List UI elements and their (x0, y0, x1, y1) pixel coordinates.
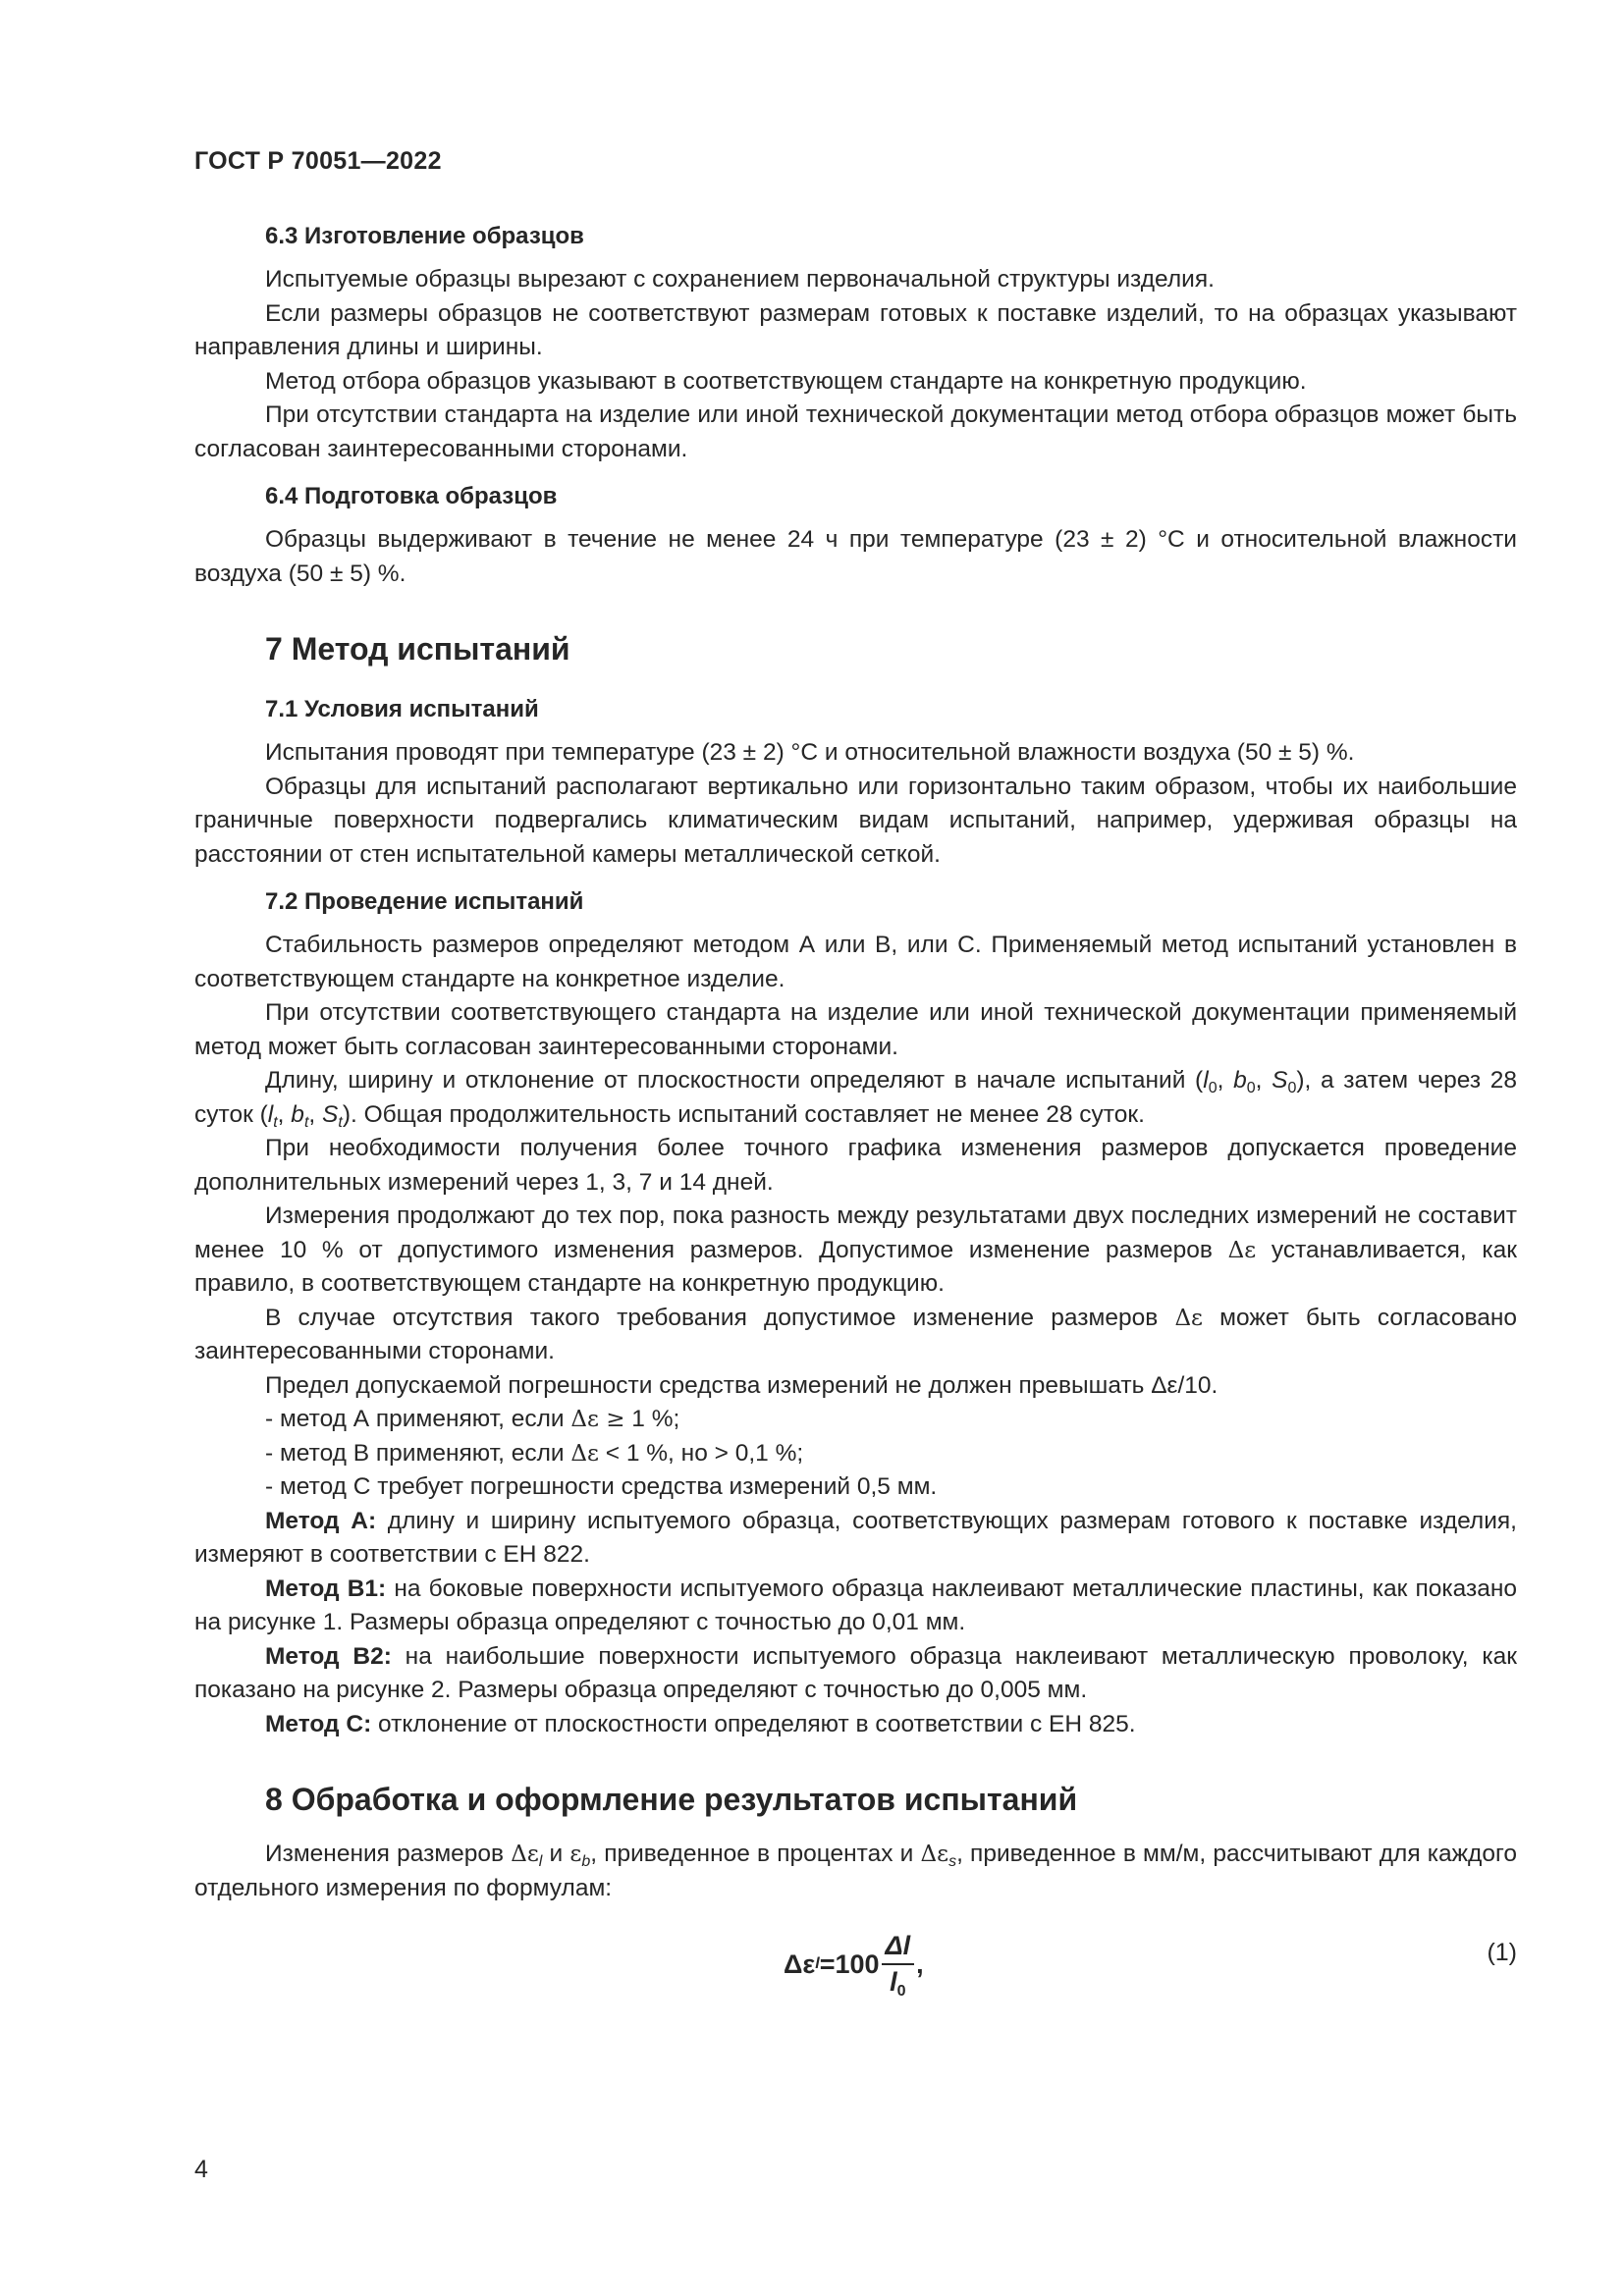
section-6-4-title: 6.4 Подготовка образцов (265, 483, 558, 509)
list-item: - метод А применяют, если Δε ≥ 1 %; (265, 1406, 680, 1432)
paragraph: Измерения продолжают до тех пор, пока разность между результатами двух последних измерений не составит менее 10 % от допустимого изменения размеров. Допустимое изменение размеров Δε устанавливается, как правило, в соответствующем стандарте на конкретную продукцию. (194, 1202, 1517, 1297)
method-c-paragraph: Метод С: отклонение от плоскостности определяют в соответствии с ЕН 825. (265, 1710, 1136, 1737)
paragraph: Метод отбора образцов указывают в соответствующем стандарте на конкретную продукцию. (265, 367, 1307, 395)
paragraph-initial-values: Длину, ширину и отклонение от плоскостности определяют в начале испытаний ($l_0$, $b_0$, $S_0$), а затем через 28 суток ($l_t$, $b_t$, $S_t$). Общая продолжительность испытаний составляет не менее 28 суток. (194, 1067, 1517, 1131)
paragraph: Испытания проводят при температуре (23 ± 2) °С и относительной влажности воздуха (50 ± 5) %. (265, 739, 1355, 766)
list-item: - метод В применяют, если Δε < 1 %, но > 0,1 %; (265, 1439, 804, 1467)
paragraph: Предел допускаемой погрешности средства измерений не должен превышать Δε/10. (265, 1371, 1218, 1399)
paragraph: Образцы для испытаний располагают вертикально или горизонтально таким образом, чтобы их наибольшие граничные поверхности подвергались климатическим видам испытаний, например, удерживая образцы на расстоянии от стен испытательной камеры металлической сеткой. (194, 773, 1517, 868)
section-8-title: 8 Обработка и оформление результатов испытаний (265, 1782, 1078, 1817)
fraction: $\frac{\Delta l}{l_0}$ (882, 1931, 915, 1998)
paragraph: Испытуемые образцы вырезают с сохранением первоначальной структуры изделия. (265, 266, 1215, 293)
page-content (194, 222, 1517, 2029)
paragraph: В случае отсутствия такого требования допустимое изменение размеров Δε может быть согласовано заинтересованными сторонами. (194, 1304, 1517, 1364)
method-b2-paragraph: Метод В2: на наибольшие поверхности испытуемого образца наклеивают металлическую проволоку, как показано на рисунке 2. Размеры образца определяют с точностью до 0,005 мм. (194, 1642, 1517, 1703)
section-7-1-title: 7.1 Условия испытаний (265, 696, 539, 722)
formula-1 (194, 1931, 1517, 2029)
paragraph: Изменения размеров $\Delta\varepsilon_l$ и $\varepsilon_b$, приведенное в процентах и $\Delta\varepsilon_s$, приведенное в мм/м, рассчитывают для каждого отдельного измерения по формулам: (194, 1841, 1517, 1901)
paragraph: При необходимости получения более точного графика изменения размеров допускается проведение дополнительных измерений через 1, 3, 7 и 14 дней. (194, 1135, 1517, 1196)
paragraph: При отсутствии стандарта на изделие или иной технической документации метод отбора образцов может быть согласован заинтересованными сторонами. (194, 401, 1517, 462)
document-header: ГОСТ Р 70051—2022 (194, 147, 442, 175)
list-item: - метод С требует погрешности средства измерений 0,5 мм. (265, 1473, 938, 1500)
section-6-3-title: 6.3 Изготовление образцов (265, 223, 584, 249)
method-a-paragraph: Метод А: длину и ширину испытуемого образца, соответствующих размерам готового к поставке изделия, измеряют в соответствии с ЕН 822. (194, 1507, 1517, 1568)
formula-number: (1) (1487, 1939, 1517, 1966)
section-7-2-title: 7.2 Проведение испытаний (265, 888, 584, 915)
section-7-title: 7 Метод испытаний (265, 631, 570, 667)
paragraph: Стабильность размеров определяют методом А или В, или С. Применяемый метод испытаний установлен в соответствующем стандарте на конкретное изделие. (194, 932, 1517, 992)
method-b1-paragraph: Метод В1: на боковые поверхности испытуемого образца наклеивают металлические пластины, как показано на рисунке 1. Размеры образца определяют с точностью до 0,01 мм. (194, 1575, 1517, 1635)
formula-expression: Δε l =100 $\frac{\Delta l}{l_0}$ , (784, 1931, 924, 2000)
paragraph: При отсутствии соответствующего стандарта на изделие или иной технической документации применяемый метод может быть согласован заинтересованными сторонами. (194, 999, 1517, 1060)
paragraph: Если размеры образцов не соответствуют размерам готовых к поставке изделий, то на образцах указывают направления длины и ширины. (194, 299, 1517, 360)
page-number: 4 (194, 2156, 208, 2183)
paragraph: Образцы выдерживают в течение не менее 24 ч при температуре (23 ± 2) °С и относительной влажности воздуха (50 ± 5) %. (194, 526, 1517, 587)
